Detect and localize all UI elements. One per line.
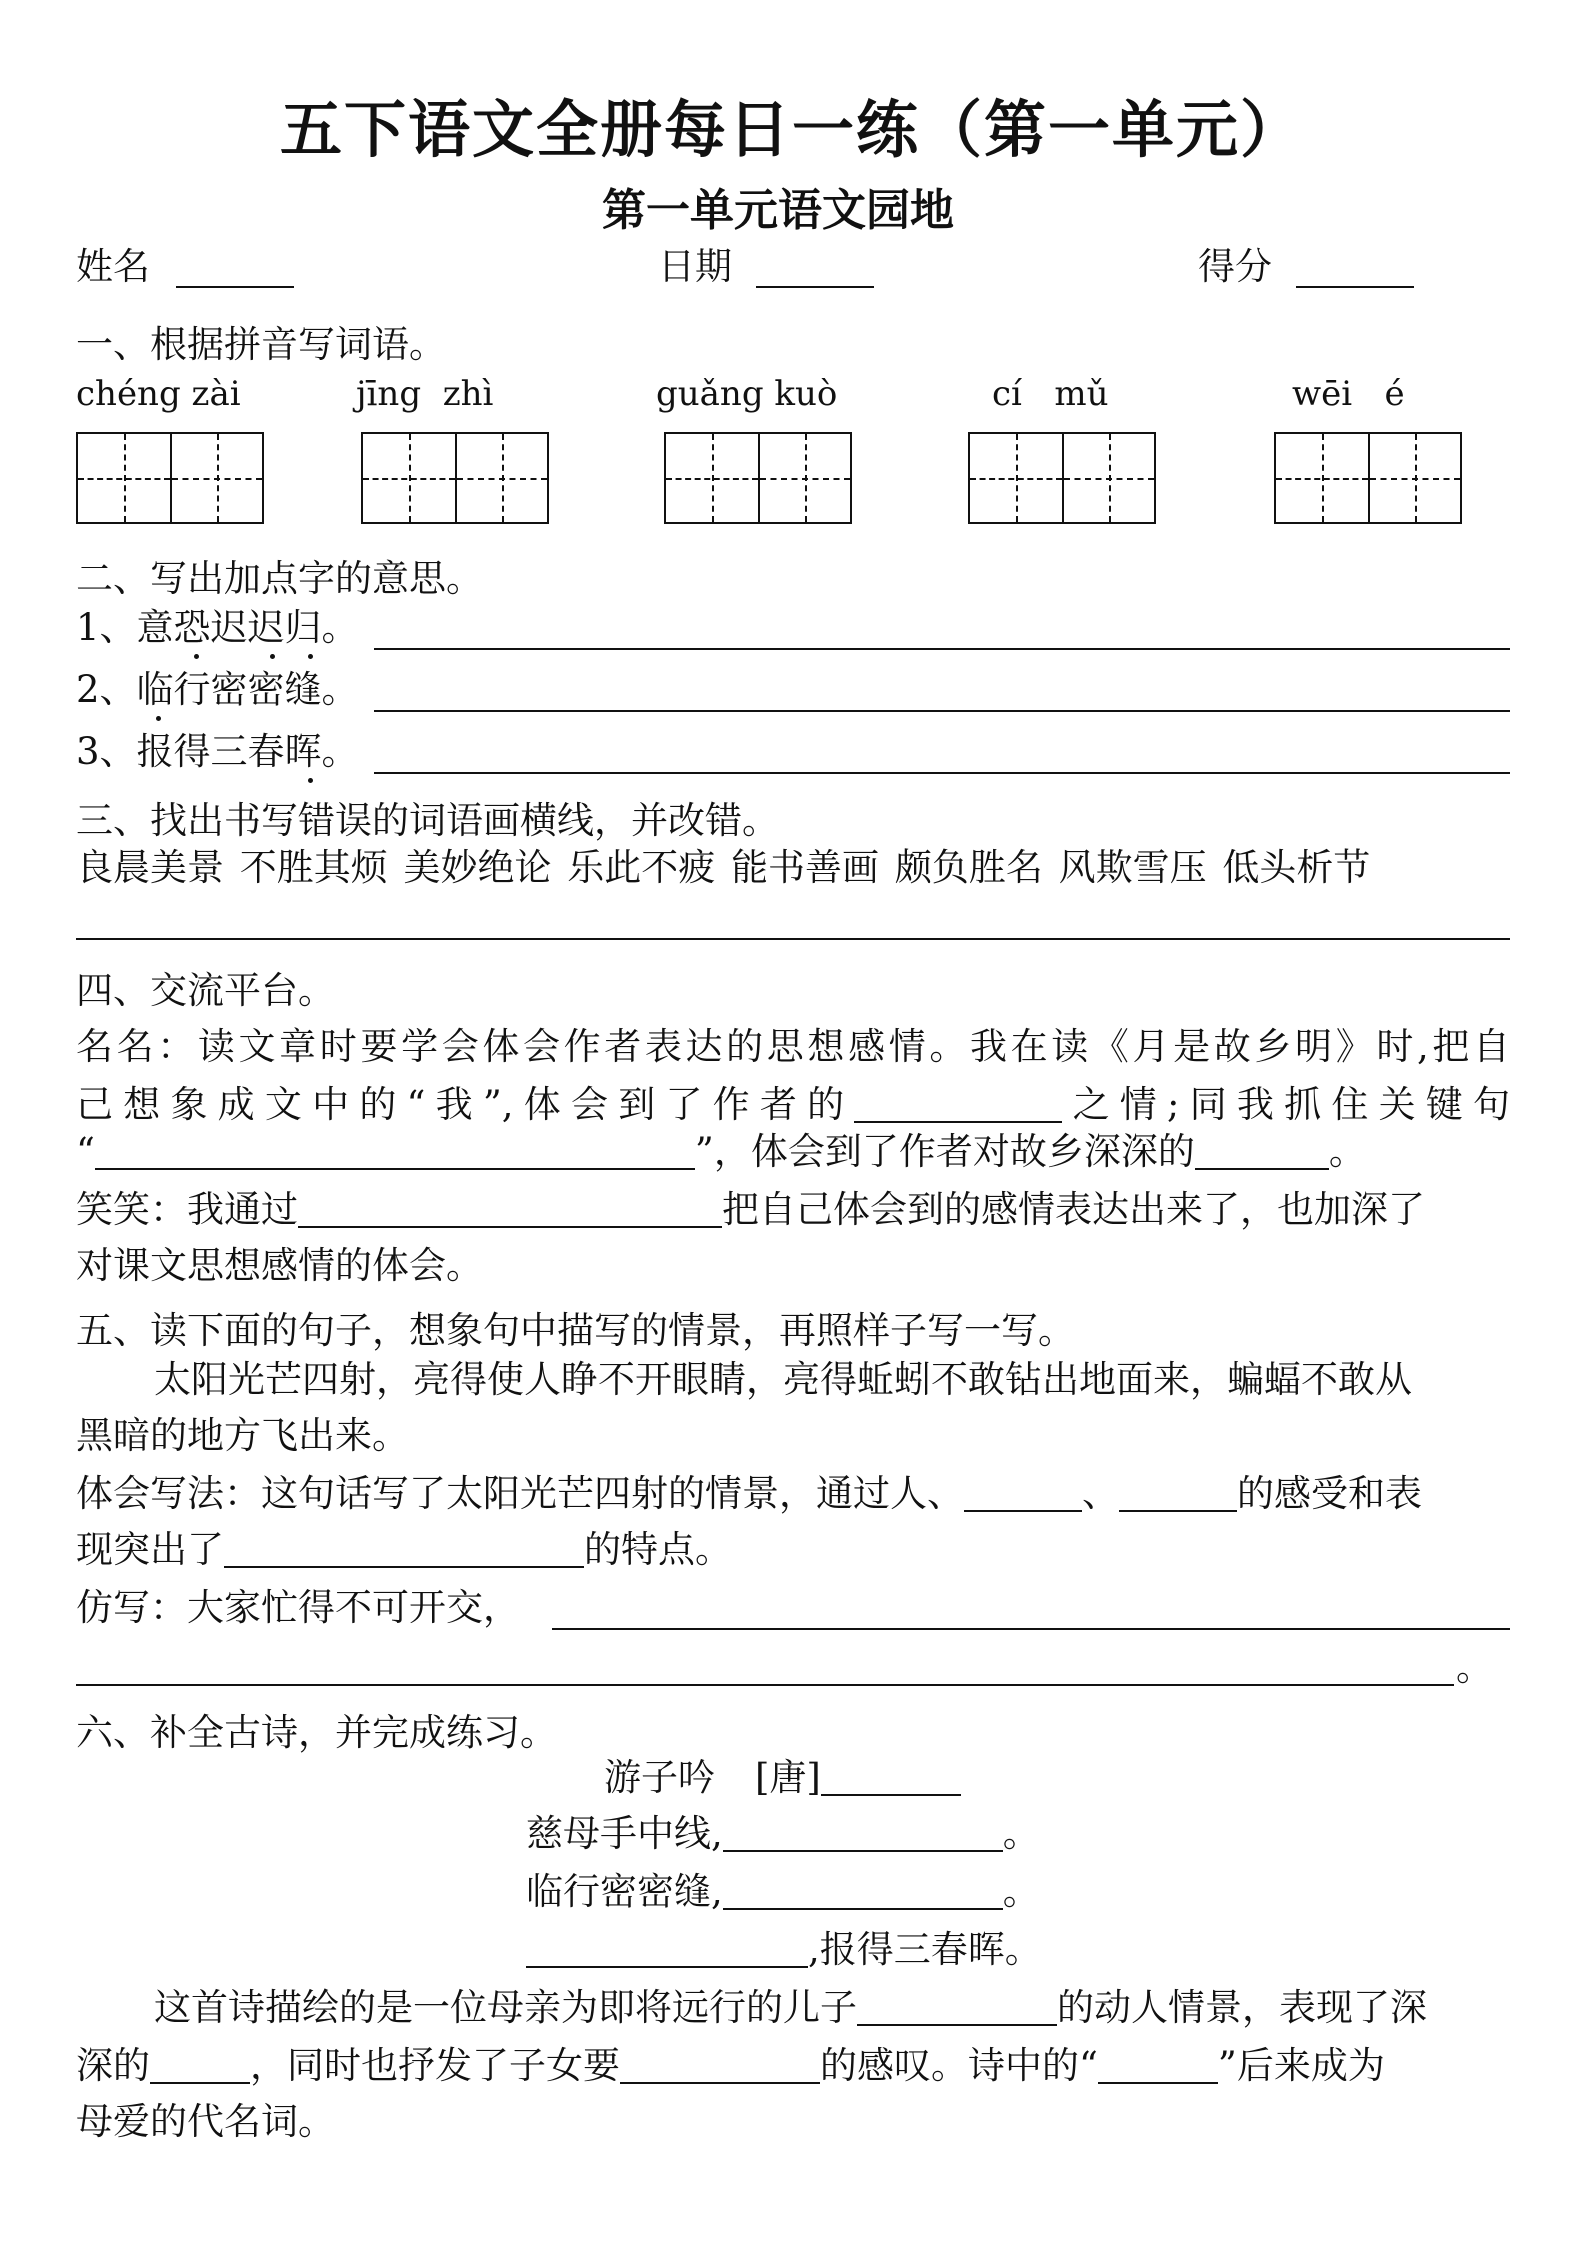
blank-author[interactable]	[821, 1757, 961, 1796]
s4-p2-line1	[76, 1188, 1425, 1232]
s5-example-line1: 太阳光芒四射，亮得使人睁不开眼睛，亮得蚯蚓不敢钻出地面来，蝙蝠不敢从	[154, 1358, 1412, 1401]
section-6-heading: 六、补全古诗，并完成练习。	[76, 1711, 557, 1754]
s4-p1-line1: 名名：读文章时要学会体会作者表达的思想感情。我在读《月是故乡明》时,把自	[76, 1025, 1510, 1068]
date-label: 日期	[658, 245, 732, 288]
text: ，同时也抒发了子女要	[250, 2044, 620, 2087]
s3-word[interactable]: 乐此不疲	[567, 846, 716, 889]
item-text: 意恐迟迟归。	[136, 606, 359, 649]
s5-example-line2: 黑暗的地方飞出来。	[76, 1414, 409, 1457]
poem-line-2	[526, 1870, 1040, 1914]
text: 己想象成文中的“我”,体会到了作者的	[76, 1083, 855, 1126]
text: 。	[1328, 1130, 1366, 1173]
grid-cell[interactable]	[970, 434, 1062, 522]
s6-question-line1	[154, 1986, 1427, 2030]
item-number: 1、	[76, 606, 137, 649]
text: 。	[1002, 1812, 1040, 1855]
writing-grid-2[interactable]	[361, 432, 549, 524]
blank-sense-1[interactable]	[964, 1473, 1082, 1512]
name-label: 姓名	[76, 245, 150, 288]
grid-cell[interactable]	[363, 434, 455, 522]
name-blank[interactable]	[176, 286, 294, 288]
s2-item-1	[76, 606, 359, 650]
blank-poem-3[interactable]	[526, 1929, 808, 1968]
pinyin-2: jīng zhì	[356, 374, 494, 414]
date-blank[interactable]	[756, 286, 874, 288]
blank-poem-1[interactable]	[723, 1813, 1003, 1852]
blank-feature[interactable]	[224, 1529, 584, 1568]
emphasis-dot	[156, 716, 161, 721]
s3-word[interactable]: 能书善画	[731, 846, 880, 889]
s3-word[interactable]: 风欺雪压	[1058, 846, 1207, 889]
blank-homeland[interactable]	[1195, 1131, 1329, 1170]
s2-answer-1[interactable]	[374, 648, 1510, 650]
s5-method-line2	[76, 1528, 732, 1572]
text: 把自己体会到的感情表达出来了，也加深了	[722, 1188, 1425, 1231]
text: 的特点。	[584, 1528, 732, 1571]
s6-question-line3: 母爱的代名词。	[76, 2100, 335, 2143]
blank-phrase[interactable]	[1098, 2045, 1218, 2084]
score-label: 得分	[1198, 245, 1272, 288]
poem-dynasty: [唐]	[755, 1756, 821, 1799]
poem-line-4	[526, 1928, 1042, 1972]
s2-answer-2[interactable]	[374, 710, 1510, 712]
s3-word-list	[76, 846, 1370, 890]
blank-scene[interactable]	[857, 1987, 1057, 2026]
page-subtitle: 第一单元语文园地	[602, 185, 954, 236]
text: 体会写法：这句话写了太阳光芒四射的情景，通过人、	[76, 1472, 964, 1515]
s3-answer-line[interactable]	[76, 938, 1510, 940]
s6-question-line2	[76, 2044, 1385, 2088]
grid-cell[interactable]	[455, 434, 547, 522]
emphasis-dot	[270, 654, 275, 659]
s4-p1-line2	[76, 1074, 1510, 1128]
emphasis-dot	[308, 654, 313, 659]
text: 现突出了	[76, 1528, 224, 1571]
pinyin-1: chéng zài	[76, 374, 241, 414]
grid-cell[interactable]	[666, 434, 758, 522]
s5-end-period: 。	[1456, 1646, 1493, 1689]
text: ”后来成为	[1217, 2044, 1385, 2087]
writing-grid-4[interactable]	[968, 432, 1156, 524]
s3-word[interactable]: 美妙绝论	[403, 846, 552, 889]
text: 、	[1082, 1472, 1119, 1515]
s3-word[interactable]: 低头析节	[1222, 846, 1371, 889]
section-3-heading: 三、找出书写错误的词语画横线，并改错。	[76, 799, 779, 842]
score-blank[interactable]	[1296, 286, 1414, 288]
s5-imitation-line1[interactable]	[552, 1628, 1510, 1630]
text: ”，体会到了作者对故乡深深的	[694, 1130, 1195, 1173]
s2-item-3	[76, 730, 359, 774]
text: 慈母手中线,	[526, 1812, 723, 1855]
grid-cell[interactable]	[1276, 434, 1368, 522]
text: 的感受和表	[1237, 1472, 1422, 1515]
pinyin-4: cí mǔ	[992, 374, 1109, 414]
text: 深的	[76, 2044, 150, 2087]
emphasis-dot	[194, 654, 199, 659]
text: 临行密密缝,	[526, 1870, 723, 1913]
grid-cell[interactable]	[758, 434, 850, 522]
text: “	[76, 1130, 95, 1173]
text: 的动人情景，表现了深	[1057, 1986, 1427, 2029]
writing-grid-3[interactable]	[664, 432, 852, 524]
pinyin-5: wēi é	[1292, 374, 1405, 414]
item-text: 报得三春晖。	[136, 730, 359, 773]
grid-cell[interactable]	[1368, 434, 1460, 522]
s5-imitation-line2[interactable]	[76, 1684, 1454, 1686]
blank-repay[interactable]	[620, 2045, 820, 2084]
s4-p2-line2: 对课文思想感情的体会。	[76, 1244, 483, 1287]
s3-word[interactable]: 不胜其烦	[239, 846, 388, 889]
text: 之情;同我抓住关键句	[1062, 1083, 1511, 1126]
s3-word[interactable]: 良晨美景	[76, 846, 224, 889]
grid-cell[interactable]	[78, 434, 170, 522]
s3-word[interactable]: 颇负胜名	[894, 846, 1043, 889]
section-4-heading: 四、交流平台。	[76, 969, 335, 1012]
item-text: 临行密密缝。	[136, 668, 359, 711]
poem-line-1	[526, 1812, 1040, 1856]
section-5-heading: 五、读下面的句子，想象句中描写的情景，再照样子写一写。	[76, 1309, 1075, 1352]
poem-title-line	[604, 1756, 961, 1800]
blank-love[interactable]	[150, 2045, 250, 2084]
blank-key-sentence[interactable]	[95, 1131, 695, 1170]
pinyin-3: guǎng kuò	[656, 374, 838, 414]
text: 的感叹。诗中的“	[820, 2044, 1098, 2087]
text: ,报得三春晖。	[808, 1928, 1042, 1971]
s5-method-line1	[76, 1472, 1422, 1516]
s2-item-2	[76, 668, 359, 712]
blank-feeling[interactable]	[854, 1084, 1062, 1123]
blank-poem-2[interactable]	[723, 1871, 1003, 1910]
s5-imitation-label: 仿写：大家忙得不可开交，	[76, 1586, 520, 1629]
text: 笑笑：我通过	[76, 1188, 298, 1231]
item-number: 3、	[76, 730, 137, 773]
section-1-heading: 一、根据拼音写词语。	[76, 323, 446, 366]
text: 这首诗描绘的是一位母亲为即将远行的儿子	[154, 1986, 857, 2029]
page-title: 五下语文全册每日一练（第一单元）	[280, 93, 1305, 166]
text: 。	[1002, 1870, 1040, 1913]
blank-method[interactable]	[298, 1189, 722, 1228]
emphasis-dot	[308, 778, 313, 783]
s2-answer-3[interactable]	[374, 772, 1510, 774]
grid-cell[interactable]	[1062, 434, 1154, 522]
writing-grid-5[interactable]	[1274, 432, 1462, 524]
writing-grid-1[interactable]	[76, 432, 264, 524]
s4-p1-line3	[76, 1130, 1366, 1174]
item-number: 2、	[76, 668, 137, 711]
poem-title: 游子吟	[604, 1756, 715, 1799]
blank-sense-2[interactable]	[1119, 1473, 1237, 1512]
section-2-heading: 二、写出加点字的意思。	[76, 557, 483, 600]
grid-cell[interactable]	[170, 434, 262, 522]
